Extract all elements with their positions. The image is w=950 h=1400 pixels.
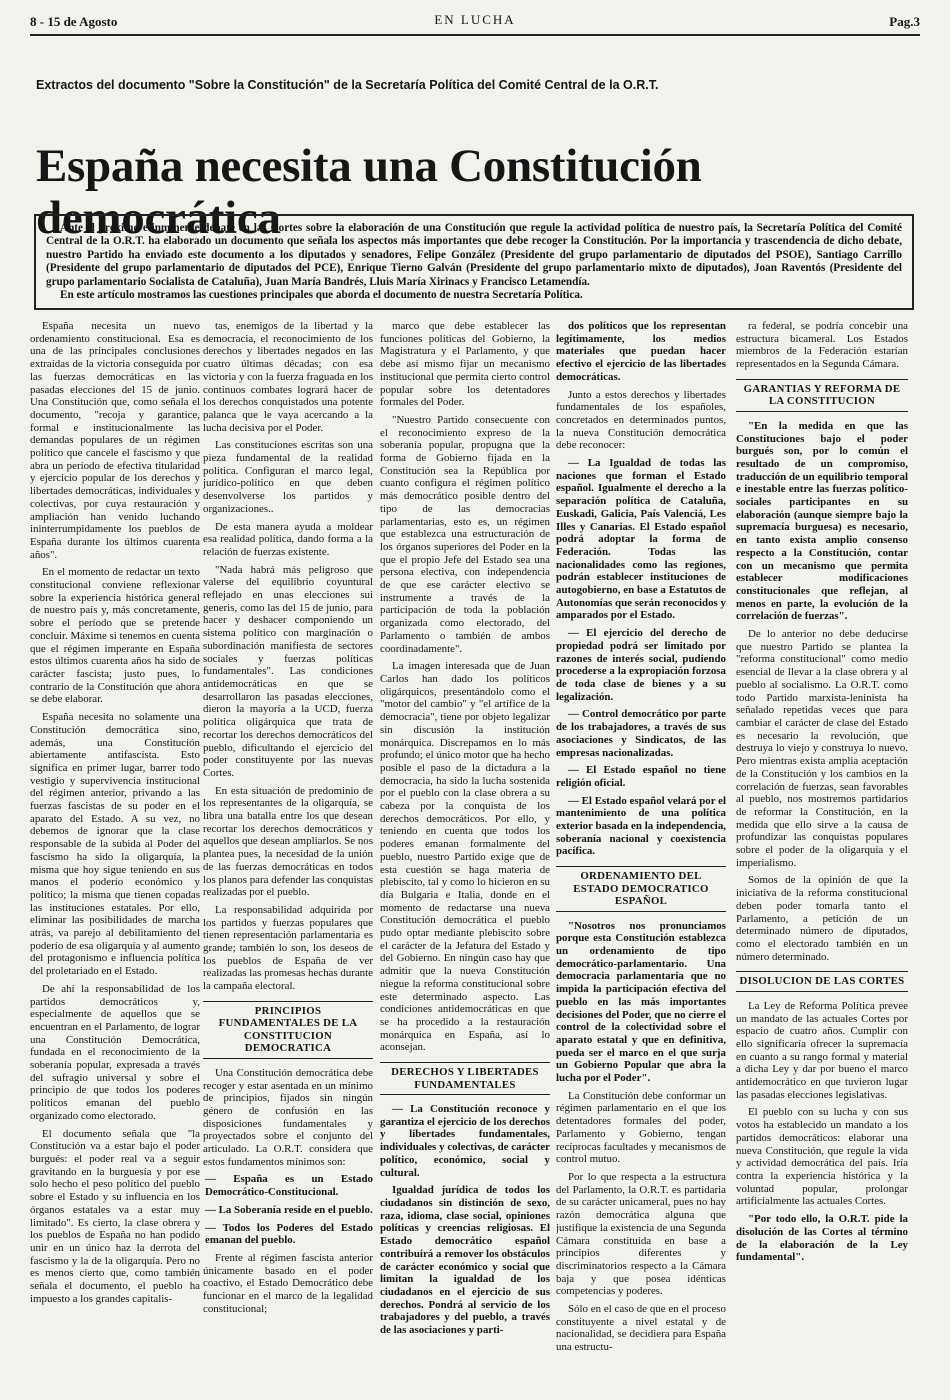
section-heading: DISOLUCION DE LAS CORTES [736, 971, 908, 992]
intro-paragraph: En este artículo mostramos las cuestiones principales que aborda el documento de nuestra Secretaría Política. [60, 289, 583, 302]
article-paragraph: Una Constitución democrática debe recoger y estar asentada en un mínimo de principios, fijados sin ningún género de confusión en las disposiciones fundamentales y proyectados sobre el conjunto del articulado. La O.R.T. considera que estos fundamentos mínimos son: [203, 1066, 373, 1168]
article-paragraph: España necesita no solamente una Constitución democrática sino, además, una Constitución abiertamente antifascista. Esto significa en primer lugar, barrer todo vestigio y supervivencia institucional del régimen anterior, privando a las fuerzas fascistas de su poder en el aparato del Estado. A su vez, no debemos de ignorar que la clase responsable de la subida al Poder del fascismo ha sido la oligarquía, la misma que hoy sigue teniendo en sus manos el poderío económico y político; la misma que tienen copadas las instituciones estatales. Por ello, eliminar las posibilidades de marcha atrás, va parejo al debilitamiento del poderío de esa oligarquía y al aumento del protagonismo e influencia política del proletariado en el Estado. [30, 711, 200, 978]
article-paragraph: Frente al régimen fascista anterior únicamente basado en el poder coactivo, el Estado Democrático debe funcionar en el marco de la legalidad constitucional; [203, 1252, 373, 1315]
section-heading: ORDENAMIENTO DEL ESTADO DEMOCRATICO ESPAÑOL [556, 866, 726, 912]
article-paragraph: De lo anterior no debe deducirse que nuestro Partido se plantea la "reforma constitucional" como medio esencial de llevar a la clase obrera y al pueblo al socialismo. La O.R.T. como todo Partido marxista-leninista ha señalado repetidas veces que para cambiar el carácter de clase del Estado es necesario la revolución, que destruya lo viejo y construya lo nuevo. Pero mientras exista amplia aceptación de la Constitución y los cambios en la correlación de fuerzas, sean favorables al pueblo, nos mostremos partidarios de reformar la Constitución, en la medida que ello sirve a la causa de profundizar las conquistas populares sobre el poder de la oligarquía y el imperialismo. [736, 628, 908, 869]
article-paragraph: Somos de la opinión de que la iniciativa de la reforma constitucional deben poder tomarla tanto el Parlamento, a petición de un determinado número de diputados, como el electorado también en un número determinado. [736, 874, 908, 963]
article-paragraph: La responsabilidad adquirida por los partidos y fuerzas populares que tienen representación parlamentaria es grande; también lo son, los deseos de los pueblos de España de ver realizadas las promesas hechas durante la campaña electoral. [203, 903, 373, 993]
section-heading: DERECHOS Y LIBERTADES FUNDAMENTALES [380, 1062, 550, 1095]
article-paragraph: — El ejercicio del derecho de propiedad podrá ser limitado por razones de interés social, pudiendo procederse a la expropiación forzosa de toda clase de bienes y a su legalización. [556, 627, 726, 703]
article-paragraph: tas, enemigos de la libertad y la democracia, el reconocimiento de los derechos y libertades negados en las cuatro últimas décadas; con esa victoria y con la fuerza fraguada en los continuos combates logrará hacer de los derechos conquistados una potente palanca que le vaya acercando a la lucha decisiva por el Poder. [203, 320, 373, 434]
section-heading: PRINCIPIOS FUNDAMENTALES DE LA CONSTITUCION DEMOCRATICA [203, 1001, 373, 1059]
article-paragraph: — La Igualdad de todas las naciones que forman el Estado español. Igualmente el derecho a la separación política de Cataluña, Euskadi, Galicia, País Valenciá, Les Illes y Canarias. El Estado español podrá adoptar la forma de Federación. Todas las nacionalidades como las regiones, podrán establecer instituciones de autogobierno, en base a Estatutos de Autonomías que serán reconocidos y amparados por el Estado. [556, 457, 726, 622]
article-paragraph: — Control democrático por parte de los trabajadores, a través de sus asociaciones y Sindicatos, de las empresas nacionalizadas. [556, 708, 726, 759]
article-paragraph: En el momento de redactar un texto constitucional conviene reflexionar sobre la experiencia histórica general de nuestro país y, más concretamente, sobre el período que se pretende concluir. Máxime si tenemos en cuenta que el régimen imperante en España estos últimos cuarenta años ha sido de carácter fascista; justo pues, lo contrario de la Constitución que ahora se debe elaborar. [30, 566, 200, 706]
article-paragraph: El documento señala que "la Constitución va a estar bajo el poder burgués: el poder real va a seguir gravitando en la burguesía y por ese solo hecho el peso político del pueblo sobre el Estado y su influencia en los órganos estatales va a estar muy limitado". Es cierto, la clase obrera y los pueblos de España no han podido unir en un único haz la derrota del fascismo y la de la oligarquía. Pero no es menos cierto que, como también señala el documento, el pueblo ha impuesto a los grandes capitalis- [30, 1127, 200, 1305]
newspaper-name: EN LUCHA [434, 12, 516, 27]
article-paragraph: "Nuestro Partido consecuente con el reconocimiento expreso de la soberanía popular, propugna que la forma de Gobierno fijada en la Constitución sea la República por cuanto configura el régimen político más democrático posible dentro del tipo de las democracias parlamentarias, esto es, un régimen que establezca una estructuración de los órganos superiores del Poder en la que el propio Jefe del Estado sea una persona electiva, con independencia de que ese carácter electivo se instrumente a través de la participación de toda la población organizada como electorado, del Parlamento o también de ambos coordinadamente". [380, 413, 550, 655]
page-number: Pag.3 [889, 14, 920, 29]
column-3 [380, 320, 550, 1395]
article-paragraph: La Ley de Reforma Política prevee un mandato de las actuales Cortes por espacio de cuatro años. Cumplir con ello significaría ofrecer la supremacía en cuanto a su rango formal y material a dicha Ley y dar por bueno el marco antidemocrático en que tuvieron lugar las pasadas elecciones legislativas. [736, 999, 908, 1101]
article-paragraph: Junto a estos derechos y libertades fundamentales de los españoles, concretados en determinados puntos, la nueva Constitución democrática debe reconocer: [556, 388, 726, 452]
column-4 [556, 320, 726, 1395]
section-heading: GARANTIAS Y REFORMA DE LA CONSTITUCION [736, 379, 908, 412]
article-paragraph: El pueblo con su lucha y con sus votos ha establecido un mandato a los partidos democráticos: elaborar una nueva Constitución, que regule la vida y actividad democrática del país. Iría contra la experiencia histórica y la voluntad popular, prolongar artificialmente las actuales Cortes. [736, 1106, 908, 1208]
article-paragraph: Sólo en el caso de que en el proceso constituyente a nivel estatal y de nacionalidad, se decidiera para España una estructu- [556, 1303, 726, 1354]
column-2 [203, 320, 373, 1395]
article-paragraph: En esta situación de predominio de los representantes de la oligarquía, se libra una batalla entre los que desean recortar los derechos democráticos y aquellos que desean ampliarlos. Se nos plantea pues, la necesidad de la unión de las fuerzas democráticas en todos los planos para defender las conquistas realizadas por el pueblo. [203, 784, 373, 899]
article-paragraph: — La Soberanía reside en el pueblo. [205, 1203, 373, 1216]
article-paragraph: — El Estado español velará por el mantenimiento de una política exterior basada en la independencia, soberanía nacional y coexistencia pacífica. [556, 794, 726, 858]
article-paragraph: Las constituciones escritas son una pieza fundamental de la realidad política. Configuran el marco legal, jurídico-político en que deben desenvolverse los partidos y organizaciones.. [203, 439, 373, 515]
article-paragraph: "Por todo ello, la O.R.T. pide la disolución de las Cortes al término de la elaboración de la Ley fundamental". [736, 1213, 908, 1264]
article-paragraph: La Constitución debe conformar un régimen parlamentario en el que los detentadores formales del poder, Parlamento y Gobierno, tengan recíprocas facultades y mecanismos de control mutuo. [556, 1089, 726, 1166]
article-paragraph: — Todos los Poderes del Estado emanan del pueblo. [205, 1221, 373, 1247]
column-1 [30, 320, 200, 1395]
masthead [30, 10, 920, 32]
column-5 [736, 320, 908, 1395]
article-paragraph: — La Constitución reconoce y garantiza el ejercicio de los derechos y libertades fundamentales, individuales y colectivas, de carácter político, económico, social y cultural. [380, 1103, 550, 1179]
article-paragraph: "En la medida en que las Constituciones bajo el poder burgués son, por lo común el resultado de un compromiso, traducción de un equilibrio temporal e inestable entre las fuerzas político-sociales participantes en su elaboración (aunque siempre bajo la supremacía burguesa) es necesario, en tanto exista amplio consenso respecto a la Constitución, contar con un mecanismo que permita establecer modificaciones constitucionales que reflejan, al menos en parte, la evolución de la correlación de fuerzas". [736, 419, 908, 623]
issue-date: 8 - 15 de Agosto [30, 14, 118, 29]
intro-box [34, 214, 914, 310]
kicker: Extractos del documento "Sobre la Constitución" de la Secretaría Política del Comité Central de la O.R.T. [36, 78, 659, 92]
intro-paragraph: Ante el próximo e inminente debate en las Cortes sobre la elaboración de una Constitución que regule la actividad política de nuestro país, la Secretaría Política del Comité Central de la O.R.T. ha elaborado un documento que señala los aspectos más importantes que debe recoger la Constitución. Por la importancia y trascendencia de dicho debate, nuestro Partido ha enviado este documento a los diputados y senadores, Felipe González (Presidente del grupo parlamentario de diputados del PSOE), Santiago Carrillo (Presidente del grupo parlamentario de diputados del PCE), Enrique Tierno Galván (Presidente del grupo parlamentario mixto de diputados), Joan Raventós (Presidente del grupo parlamentario Socialista de Cataluña), Juan María Bandrés, Lluis María Xirinacs y Francisco Letamendía. [46, 222, 902, 288]
article-paragraph: "Nosotros nos pronunciamos porque esta Constitución establezca un ordenamiento de tipo democrático-parlamentario. Una democracia parlamentaria que no impida la participación efectiva del pueblo en las más importantes decisiones del Poder, que no cierre el control de la colectividad sobre el aparato estatal y que en definitiva, pueda ser el marco en el que surja un Gobierno Popular que abra la lucha por el Poder". [556, 919, 726, 1085]
article-paragraph: España necesita un nuevo ordenamiento constitucional. Esa es una de las principales conclusiones extraídas de la victoria conseguida por las fuerzas democráticas en las pasadas elecciones del 15 de junio. Una Constitución que, como señala el documento, "recoja y garantice, formal e institucionalmente las demandas populares de un régimen político que cancele el fascismo y que abra un período de efectiva titularidad y ejercicio popular de los derechos y libertades democráticas, individuales y colectivas, por cuya restauración y ampliación han venido luchando ininterrumpidamente los pueblos de España durante los últimos cuarenta años". [30, 320, 200, 561]
article-paragraph: — España es un Estado Democrático-Constitucional. [205, 1173, 373, 1199]
headline: España necesita una Constitución democrática [36, 140, 702, 244]
article-paragraph: Igualdad jurídica de todos los ciudadanos sin distinción de sexo, raza, idioma, clase social, opiniones políticas y creencias religiosas. El Estado democrático español contribuirá a remover los obstáculos de carácter económico y social que limitan la igualdad de los ciudadanos en el ejercicio de sus derechos. Pondrá al servicio de los trabajadores y del pueblo, a través de las asociaciones y parti- [380, 1184, 550, 1337]
article-paragraph: Por lo que respecta a la estructura del Parlamento, la O.R.T. es partidaria de su carácter unicameral, pues no hay razón democrática alguna que justifique la existencia de una Segunda Cámara constituida en base a principios diferentes y discriminatorios respecto a la Cámara baja y que posea idénticas competencias y poderes. [556, 1170, 726, 1298]
article-paragraph: La imagen interesada que de Juan Carlos han dado los políticos oligárquicos, presentándolo como el "motor del cambio" y "el artífice de la democracia", tiene por objeto legalizar sin discusión la institución monárquica. Discrepamos en lo más profundo; el único motor que ha hecho posible el paso de la dictadura a la democracia, ha sido la lucha sostenida por el pueblo con la clase obrera a su cabeza por la conquista de los derechos democráticos. Por ello, y teniendo en cuenta que todos los poderes emanan formalmente del pueblo, nuestro Partido exige que de esta cuestión se haga materia de plebiscito, tal y como lo hicieron en su día Bulgaria e Italia, donde en el momento de redactarse una nueva Constitución democrática el pueblo pudo optar mediante plebiscito sobre el carácter de la Jefatura del Estado y del Gobierno. En ningún caso hay que admitir que la nueva Constitución niegue la reforma constitucional sobre este determinado aspecto. Las condiciones antidemocráticas en que se ha procedido a la restauración monárquica en España, así lo aconsejan. [380, 660, 550, 1054]
article-paragraph: marco que debe establecer las funciones políticas del Gobierno, la Magistratura y el Parlamento, y que debe así mismo fijar un mecanismo institucional que permita cierto control popular sobre los detentadores formales del Poder. [380, 320, 550, 409]
article-paragraph: ra federal, se podría concebir una estructura bicameral. Los Estados miembros de la Federación estarían representados en la Segunda Cámara. [736, 320, 908, 371]
article-paragraph: De esta manera ayuda a moldear esa realidad política, dando forma a la relación de fuerzas existente. [203, 520, 373, 558]
article-paragraph: dos políticos que los representan legítimamente, los medios materiales que puedan hacer efectivo el ejercicio de las libertades democráticas. [556, 320, 726, 383]
article-paragraph: — El Estado español no tiene religión oficial. [556, 764, 726, 789]
article-paragraph: "Nada habrá más peligroso que valerse del equilibrio coyuntural reflejado en unas elecciones sui generis, como las del 15 de junio, para hacer y deshacer componiendo un sistema político con marginación o subordinación manifiesta de sectores sociales y fuerzas políticas fundamentales". Las condiciones antidemocráticas en que se desarrollaron las pasadas elecciones, dieron la mayoría a la UCD, fuerza política oligárquica que trata de recortar los derechos democráticos del pueblo, dificultando el ejercicio del poder constituyente por las nuevas Cortes. [203, 563, 373, 779]
article-paragraph: De ahí la responsabilidad de los partidos democráticos y, especialmente de aquellos que se encuentran en el Parlamento, de lograr una Constitución Democrática, fundada en el reconocimiento de la soberanía popular, expresada a través del sufragio universal y sobre el principio de que todos los poderes políticos emanan del pueblo organizado como electorado. [30, 982, 200, 1122]
masthead-rule [30, 34, 920, 36]
